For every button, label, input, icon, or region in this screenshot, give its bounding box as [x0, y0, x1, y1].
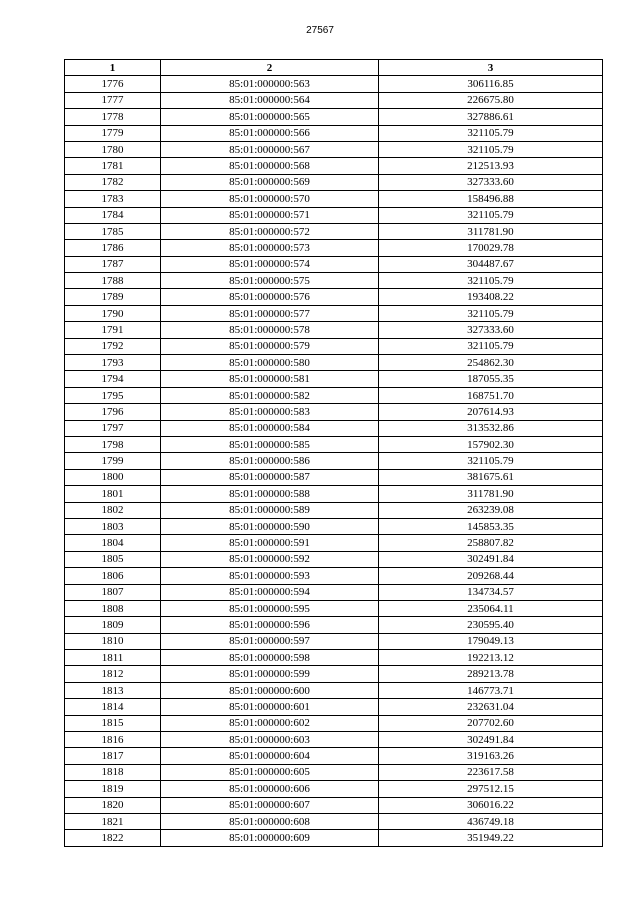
value-cell: 145853.35	[379, 518, 603, 534]
cadastral-number-cell: 85:01:000000:583	[161, 404, 379, 420]
row-number-cell: 1806	[65, 568, 161, 584]
header-row	[65, 60, 603, 76]
value-cell: 327886.61	[379, 109, 603, 125]
row-number-cell: 1784	[65, 207, 161, 223]
table-row	[65, 715, 603, 731]
table-row	[65, 486, 603, 502]
value-cell: 321105.79	[379, 305, 603, 321]
row-number-cell: 1788	[65, 273, 161, 289]
value-cell: 235064.11	[379, 600, 603, 616]
row-number-cell: 1815	[65, 715, 161, 731]
value-cell: 157902.30	[379, 436, 603, 452]
cadastral-number-cell: 85:01:000000:591	[161, 535, 379, 551]
table-row	[65, 650, 603, 666]
value-cell: 158496.88	[379, 191, 603, 207]
cadastral-number-cell: 85:01:000000:570	[161, 191, 379, 207]
row-number-cell: 1813	[65, 682, 161, 698]
row-number-cell: 1814	[65, 699, 161, 715]
table-row	[65, 322, 603, 338]
table-row	[65, 305, 603, 321]
cadastral-number-cell: 85:01:000000:606	[161, 781, 379, 797]
table-row	[65, 273, 603, 289]
cadastral-number-cell: 85:01:000000:605	[161, 764, 379, 780]
cadastral-number-cell: 85:01:000000:586	[161, 453, 379, 469]
data-table	[64, 59, 603, 847]
cadastral-number-cell: 85:01:000000:590	[161, 518, 379, 534]
table-row	[65, 158, 603, 174]
value-cell: 230595.40	[379, 617, 603, 633]
table-row	[65, 699, 603, 715]
column-header-3: 3	[379, 60, 603, 76]
cadastral-number-cell: 85:01:000000:604	[161, 748, 379, 764]
cadastral-number-cell: 85:01:000000:594	[161, 584, 379, 600]
cadastral-number-cell: 85:01:000000:580	[161, 355, 379, 371]
row-number-cell: 1799	[65, 453, 161, 469]
table-row	[65, 666, 603, 682]
row-number-cell: 1820	[65, 797, 161, 813]
value-cell: 327333.60	[379, 174, 603, 190]
value-cell: 263239.08	[379, 502, 603, 518]
value-cell: 321105.79	[379, 125, 603, 141]
value-cell: 193408.22	[379, 289, 603, 305]
table-row	[65, 223, 603, 239]
table-row	[65, 125, 603, 141]
cadastral-number-cell: 85:01:000000:597	[161, 633, 379, 649]
table-row	[65, 682, 603, 698]
table-row	[65, 813, 603, 829]
row-number-cell: 1805	[65, 551, 161, 567]
cadastral-number-cell: 85:01:000000:609	[161, 830, 379, 846]
cadastral-number-cell: 85:01:000000:566	[161, 125, 379, 141]
row-number-cell: 1791	[65, 322, 161, 338]
page-number: 27567	[306, 25, 334, 36]
table-row	[65, 289, 603, 305]
cadastral-number-cell: 85:01:000000:577	[161, 305, 379, 321]
value-cell: 209268.44	[379, 568, 603, 584]
row-number-cell: 1781	[65, 158, 161, 174]
cadastral-number-cell: 85:01:000000:581	[161, 371, 379, 387]
cadastral-number-cell: 85:01:000000:579	[161, 338, 379, 354]
row-number-cell: 1821	[65, 813, 161, 829]
cadastral-number-cell: 85:01:000000:603	[161, 732, 379, 748]
value-cell: 304487.67	[379, 256, 603, 272]
row-number-cell: 1779	[65, 125, 161, 141]
value-cell: 146773.71	[379, 682, 603, 698]
row-number-cell: 1793	[65, 355, 161, 371]
cadastral-number-cell: 85:01:000000:592	[161, 551, 379, 567]
table-body	[65, 76, 603, 846]
cadastral-number-cell: 85:01:000000:563	[161, 76, 379, 92]
table-row	[65, 518, 603, 534]
value-cell: 321105.79	[379, 338, 603, 354]
cadastral-number-cell: 85:01:000000:607	[161, 797, 379, 813]
column-header-2: 2	[161, 60, 379, 76]
table-row	[65, 256, 603, 272]
cadastral-number-cell: 85:01:000000:600	[161, 682, 379, 698]
row-number-cell: 1776	[65, 76, 161, 92]
value-cell: 311781.90	[379, 223, 603, 239]
column-header-1: 1	[65, 60, 161, 76]
row-number-cell: 1817	[65, 748, 161, 764]
table-row	[65, 633, 603, 649]
table-row	[65, 387, 603, 403]
row-number-cell: 1796	[65, 404, 161, 420]
value-cell: 327333.60	[379, 322, 603, 338]
cadastral-number-cell: 85:01:000000:574	[161, 256, 379, 272]
cadastral-number-cell: 85:01:000000:588	[161, 486, 379, 502]
row-number-cell: 1818	[65, 764, 161, 780]
value-cell: 134734.57	[379, 584, 603, 600]
row-number-cell: 1782	[65, 174, 161, 190]
row-number-cell: 1819	[65, 781, 161, 797]
value-cell: 351949.22	[379, 830, 603, 846]
cadastral-number-cell: 85:01:000000:582	[161, 387, 379, 403]
row-number-cell: 1785	[65, 223, 161, 239]
table-row	[65, 568, 603, 584]
row-number-cell: 1811	[65, 650, 161, 666]
value-cell: 179049.13	[379, 633, 603, 649]
cadastral-number-cell: 85:01:000000:571	[161, 207, 379, 223]
table-row	[65, 141, 603, 157]
table-row	[65, 551, 603, 567]
row-number-cell: 1786	[65, 240, 161, 256]
row-number-cell: 1783	[65, 191, 161, 207]
value-cell: 302491.84	[379, 732, 603, 748]
value-cell: 207614.93	[379, 404, 603, 420]
cadastral-number-cell: 85:01:000000:569	[161, 174, 379, 190]
row-number-cell: 1798	[65, 436, 161, 452]
table-row	[65, 355, 603, 371]
row-number-cell: 1816	[65, 732, 161, 748]
row-number-cell: 1812	[65, 666, 161, 682]
value-cell: 258807.82	[379, 535, 603, 551]
table-row	[65, 781, 603, 797]
row-number-cell: 1789	[65, 289, 161, 305]
row-number-cell: 1801	[65, 486, 161, 502]
cadastral-number-cell: 85:01:000000:595	[161, 600, 379, 616]
cadastral-number-cell: 85:01:000000:598	[161, 650, 379, 666]
table-row	[65, 76, 603, 92]
value-cell: 302491.84	[379, 551, 603, 567]
table-row	[65, 748, 603, 764]
row-number-cell: 1790	[65, 305, 161, 321]
table-row	[65, 732, 603, 748]
table-row	[65, 92, 603, 108]
cadastral-number-cell: 85:01:000000:601	[161, 699, 379, 715]
table-row	[65, 191, 603, 207]
value-cell: 321105.79	[379, 273, 603, 289]
row-number-cell: 1778	[65, 109, 161, 125]
table-row	[65, 338, 603, 354]
table-row	[65, 436, 603, 452]
cadastral-number-cell: 85:01:000000:584	[161, 420, 379, 436]
table-row	[65, 240, 603, 256]
row-number-cell: 1809	[65, 617, 161, 633]
row-number-cell: 1787	[65, 256, 161, 272]
row-number-cell: 1780	[65, 141, 161, 157]
row-number-cell: 1803	[65, 518, 161, 534]
value-cell: 381675.61	[379, 469, 603, 485]
table-row	[65, 109, 603, 125]
value-cell: 223617.58	[379, 764, 603, 780]
table-row	[65, 617, 603, 633]
value-cell: 187055.35	[379, 371, 603, 387]
cadastral-number-cell: 85:01:000000:567	[161, 141, 379, 157]
value-cell: 436749.18	[379, 813, 603, 829]
cadastral-number-cell: 85:01:000000:564	[161, 92, 379, 108]
row-number-cell: 1802	[65, 502, 161, 518]
value-cell: 321105.79	[379, 453, 603, 469]
cadastral-number-cell: 85:01:000000:578	[161, 322, 379, 338]
value-cell: 289213.78	[379, 666, 603, 682]
table-row	[65, 404, 603, 420]
value-cell: 321105.79	[379, 141, 603, 157]
table-row	[65, 371, 603, 387]
table-row	[65, 420, 603, 436]
table-row	[65, 584, 603, 600]
table-header	[65, 60, 603, 76]
table-row	[65, 453, 603, 469]
value-cell: 168751.70	[379, 387, 603, 403]
value-cell: 212513.93	[379, 158, 603, 174]
value-cell: 306016.22	[379, 797, 603, 813]
row-number-cell: 1795	[65, 387, 161, 403]
table-row	[65, 764, 603, 780]
row-number-cell: 1810	[65, 633, 161, 649]
value-cell: 226675.80	[379, 92, 603, 108]
cadastral-number-cell: 85:01:000000:587	[161, 469, 379, 485]
row-number-cell: 1797	[65, 420, 161, 436]
cadastral-number-cell: 85:01:000000:576	[161, 289, 379, 305]
value-cell: 232631.04	[379, 699, 603, 715]
cadastral-number-cell: 85:01:000000:593	[161, 568, 379, 584]
cadastral-number-cell: 85:01:000000:608	[161, 813, 379, 829]
value-cell: 311781.90	[379, 486, 603, 502]
table-row	[65, 207, 603, 223]
value-cell: 306116.85	[379, 76, 603, 92]
table-row	[65, 174, 603, 190]
table-row	[65, 535, 603, 551]
cadastral-number-cell: 85:01:000000:599	[161, 666, 379, 682]
value-cell: 321105.79	[379, 207, 603, 223]
value-cell: 297512.15	[379, 781, 603, 797]
table-row	[65, 600, 603, 616]
table-row	[65, 797, 603, 813]
cadastral-number-cell: 85:01:000000:585	[161, 436, 379, 452]
row-number-cell: 1800	[65, 469, 161, 485]
row-number-cell: 1804	[65, 535, 161, 551]
cadastral-number-cell: 85:01:000000:575	[161, 273, 379, 289]
table-row	[65, 830, 603, 846]
cadastral-number-cell: 85:01:000000:602	[161, 715, 379, 731]
row-number-cell: 1807	[65, 584, 161, 600]
row-number-cell: 1792	[65, 338, 161, 354]
cadastral-number-cell: 85:01:000000:568	[161, 158, 379, 174]
row-number-cell: 1808	[65, 600, 161, 616]
value-cell: 313532.86	[379, 420, 603, 436]
row-number-cell: 1794	[65, 371, 161, 387]
table-row	[65, 502, 603, 518]
value-cell: 319163.26	[379, 748, 603, 764]
table-row	[65, 469, 603, 485]
value-cell: 170029.78	[379, 240, 603, 256]
value-cell: 254862.30	[379, 355, 603, 371]
row-number-cell: 1822	[65, 830, 161, 846]
cadastral-number-cell: 85:01:000000:565	[161, 109, 379, 125]
row-number-cell: 1777	[65, 92, 161, 108]
cadastral-number-cell: 85:01:000000:589	[161, 502, 379, 518]
cadastral-number-cell: 85:01:000000:572	[161, 223, 379, 239]
cadastral-number-cell: 85:01:000000:573	[161, 240, 379, 256]
value-cell: 192213.12	[379, 650, 603, 666]
value-cell: 207702.60	[379, 715, 603, 731]
cadastral-number-cell: 85:01:000000:596	[161, 617, 379, 633]
